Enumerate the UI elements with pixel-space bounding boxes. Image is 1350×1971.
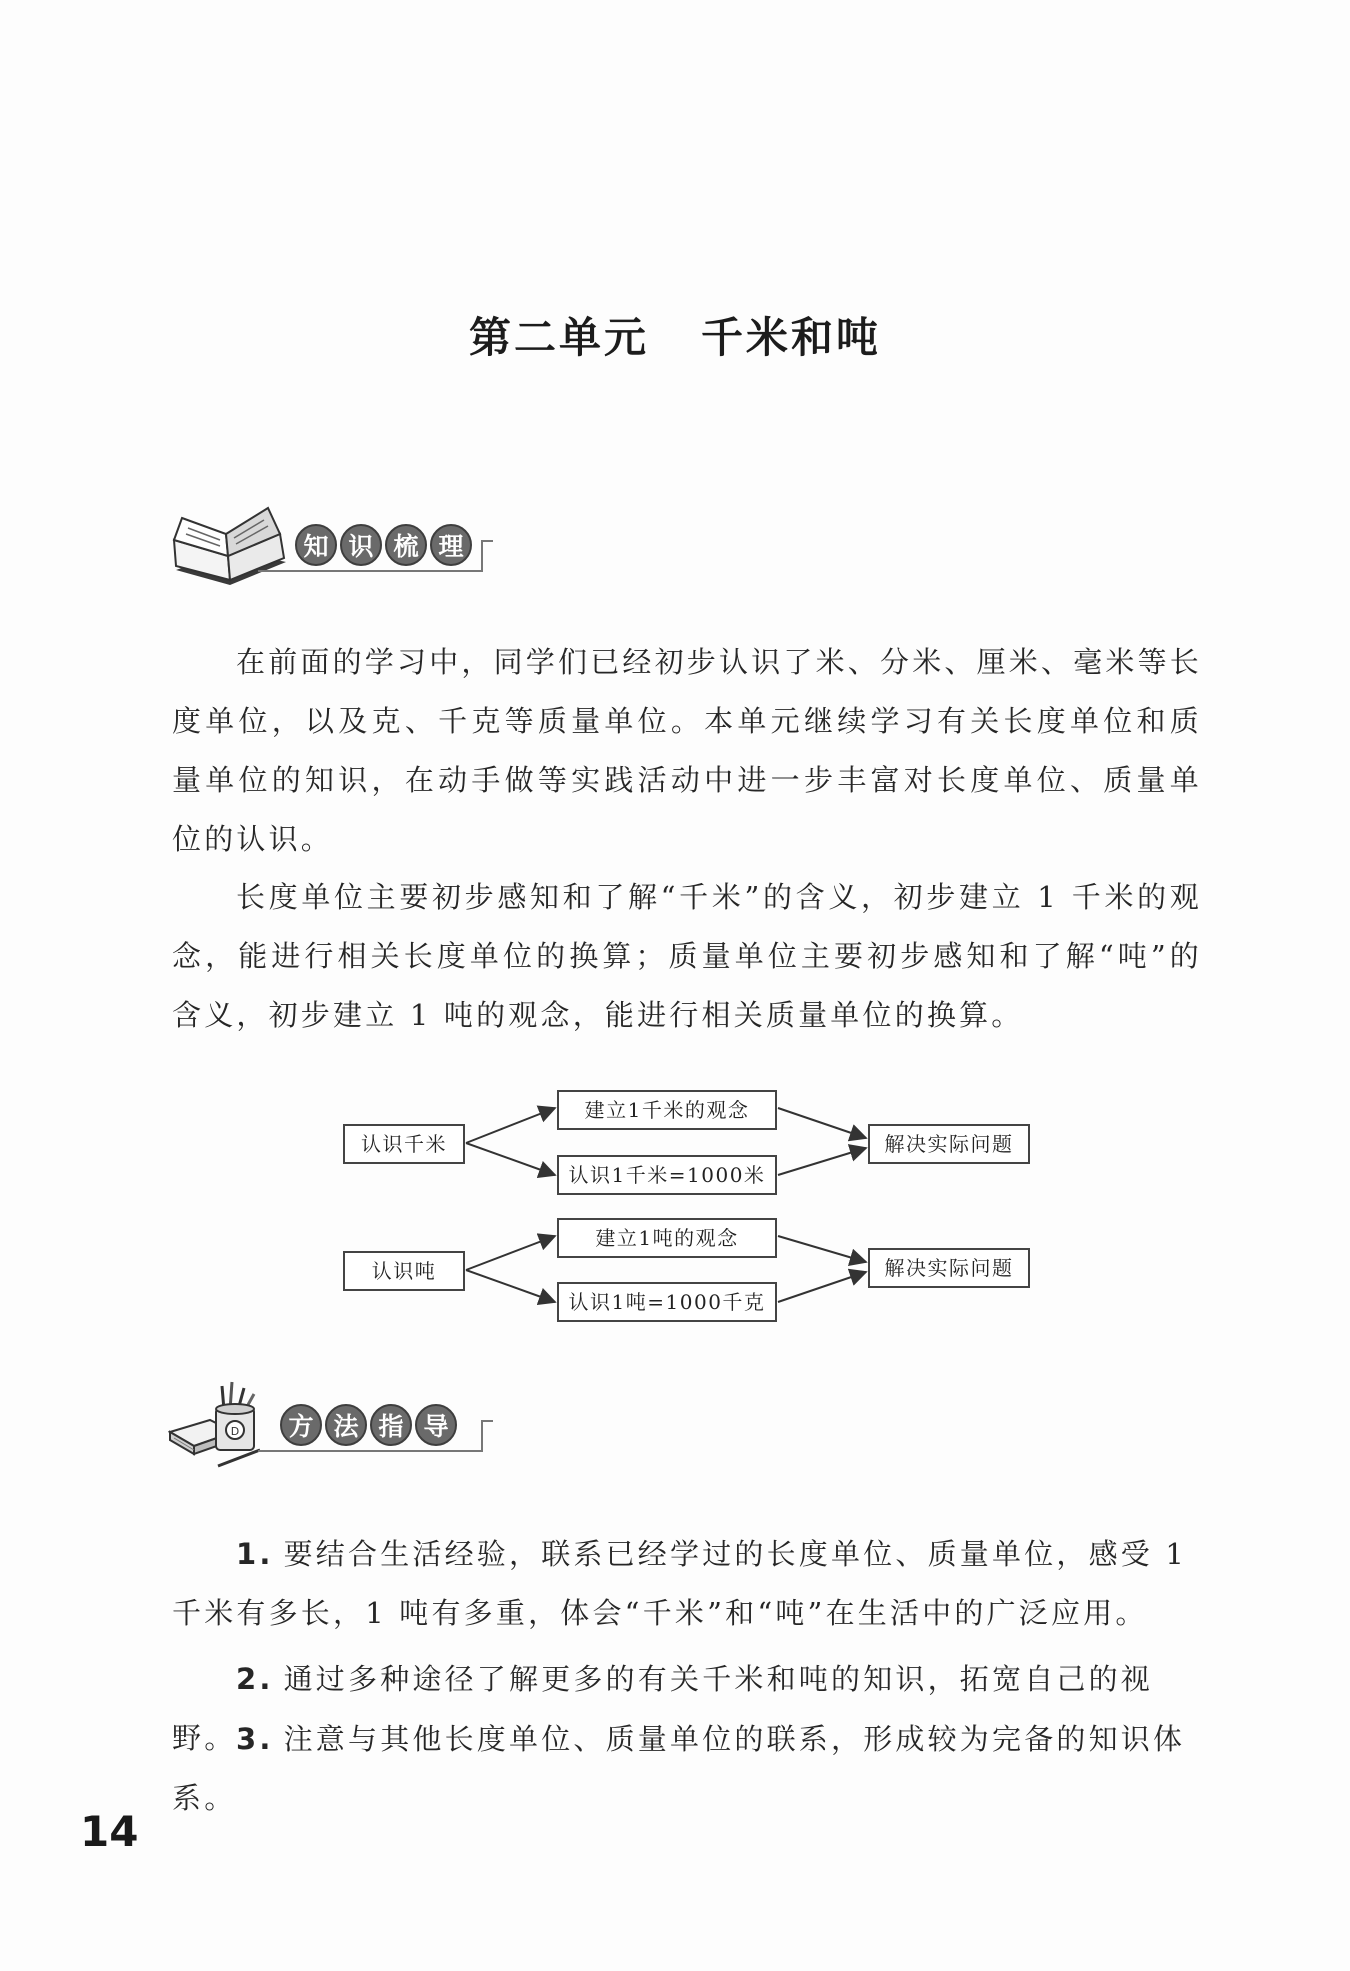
box-solve-problems-ton: 解决实际问题 xyxy=(868,1248,1030,1288)
svg-text:D: D xyxy=(230,1425,240,1438)
title-char: 法 xyxy=(325,1404,367,1446)
unit-number: 第二单元 xyxy=(468,313,649,362)
box-km-concept: 建立1千米的观念 xyxy=(557,1090,777,1130)
box-know-ton: 认识吨 xyxy=(343,1251,465,1291)
pencil-cup-icon xyxy=(168,1380,298,1475)
section-header-method xyxy=(168,1380,498,1475)
item-text: 要结合生活经验，联系已经学过的长度单位、质量单位，感受 1 千米有多长，1 吨有多重，体会“千米”和“吨”在生活中的广泛应用。 xyxy=(172,1537,1188,1630)
title-char: 知 xyxy=(295,524,337,566)
box-solve-problems-km: 解决实际问题 xyxy=(868,1124,1030,1164)
box-ton-concept: 建立1吨的观念 xyxy=(557,1218,777,1258)
title-char: 导 xyxy=(415,1404,457,1446)
item-number: 2. xyxy=(236,1662,274,1696)
title-char: 方 xyxy=(280,1404,322,1446)
header-bracket xyxy=(481,1420,493,1452)
intro-paragraph-1: 在前面的学习中，同学们已经初步认识了米、分米、厘米、毫米等长度单位，以及克、千克等质量单位。本单元继续学习有关长度单位和质量单位的知识，在动手做等实践活动中进一步丰富对长度单位、质量单位的认识。 xyxy=(172,645,1203,856)
item-number: 3. xyxy=(236,1722,274,1756)
title-char: 理 xyxy=(430,524,472,566)
title-char: 指 xyxy=(370,1404,412,1446)
method-item-3 xyxy=(172,1710,1202,1828)
section-title-method xyxy=(280,1404,457,1446)
intro-paragraph-2: 长度单位主要初步感知和了解“千米”的含义，初步建立 1 千米的观念，能进行相关长度单位的换算；质量单位主要初步感知和了解“吨”的含义，初步建立 1 吨的观念，能进行相关质量单位的换算。 xyxy=(172,880,1202,1032)
unit-name: 千米和吨 xyxy=(701,313,882,362)
item-number: 1. xyxy=(236,1537,274,1571)
header-underline xyxy=(258,1450,483,1452)
item-text: 通过多种途径了解更多的有关千米和吨的知识，拓宽自己的视野。 xyxy=(172,1662,1154,1755)
box-ton-conversion: 认识1吨=1000千克 xyxy=(557,1282,777,1322)
box-know-km: 认识千米 xyxy=(343,1124,465,1164)
page-number: 14 xyxy=(80,1807,139,1856)
title-char: 识 xyxy=(340,524,382,566)
method-item-1 xyxy=(172,1525,1202,1643)
box-km-conversion: 认识1千米=1000米 xyxy=(557,1155,777,1195)
title-char: 梳 xyxy=(385,524,427,566)
item-text: 注意与其他长度单位、质量单位的联系，形成较为完备的知识体系。 xyxy=(172,1722,1186,1815)
